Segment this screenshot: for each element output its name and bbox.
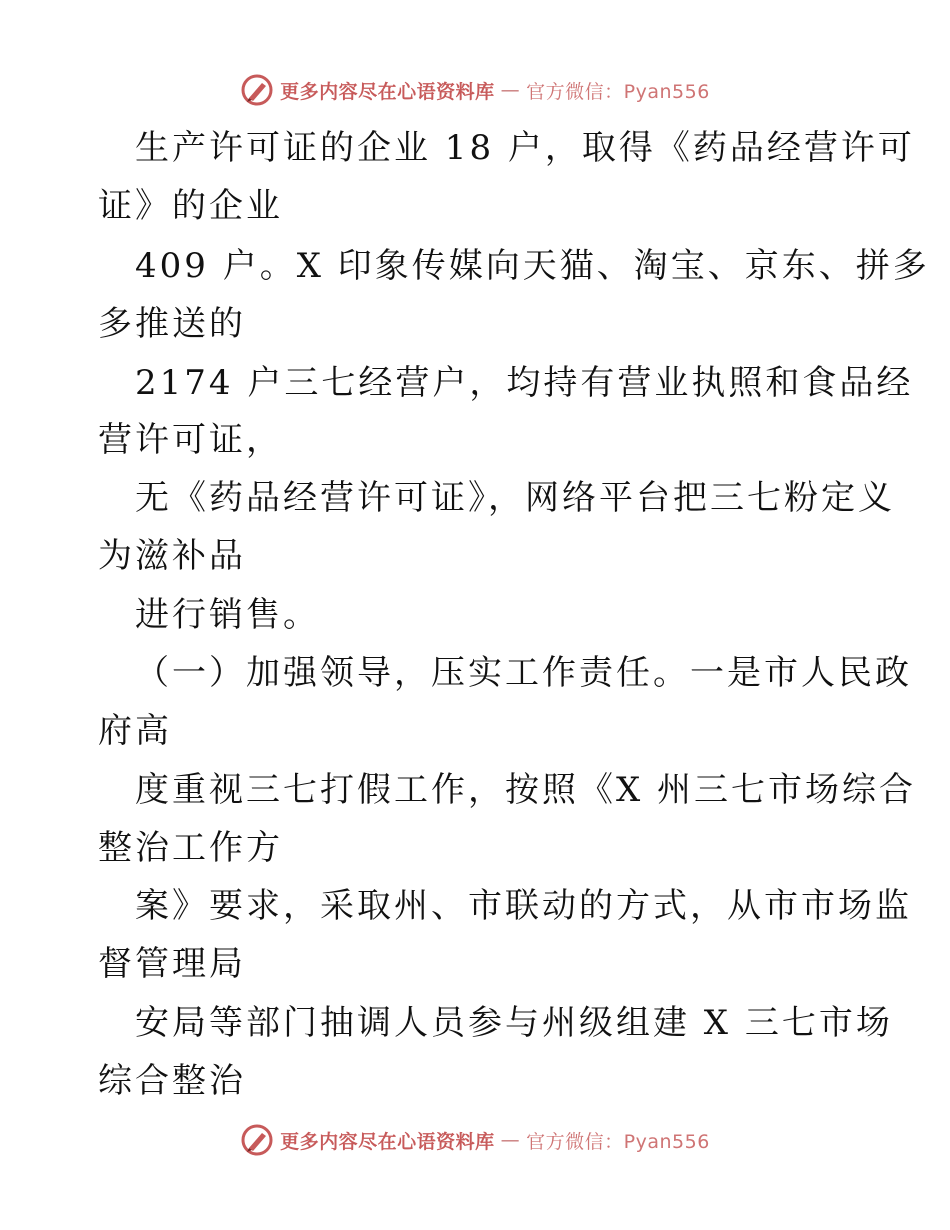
text-line: 进行销售。: [135, 595, 320, 635]
pen-logo-icon: [240, 73, 274, 107]
watermark-brand-text: 更多内容尽在心语资料库: [280, 80, 495, 103]
text-line: 409 户。X 印象传媒向天猫、淘宝、京东、拼多: [135, 246, 930, 286]
text-line: 安局等部门抽调人员参与州级组建 X 三七市场: [135, 1003, 893, 1043]
text-line: 整治工作方: [98, 828, 283, 868]
text-line: 营许可证，: [98, 420, 283, 460]
watermark-contact-text: 官方微信：Pyan556: [526, 1130, 710, 1153]
watermark-contact-text: 官方微信：Pyan556: [526, 80, 710, 103]
watermark-brand-text: 更多内容尽在心语资料库: [280, 1130, 495, 1153]
text-line: 多推送的: [98, 304, 246, 344]
footer-watermark-banner: [0, 1120, 950, 1160]
text-line: 无《药品经营许可证》，网络平台把三七粉定义: [135, 478, 895, 518]
text-line: 为滋补品: [98, 536, 246, 576]
watermark-separator: —: [500, 79, 521, 101]
text-line: 生产许可证的企业 18 户，取得《药品经营许可: [135, 128, 915, 168]
pen-logo-icon: [240, 1123, 274, 1157]
header-watermark-banner: [0, 70, 950, 110]
text-line: 2174 户三七经营户，均持有营业执照和食品经: [135, 363, 914, 403]
watermark-separator: —: [500, 1129, 521, 1151]
text-line: 综合整治: [98, 1061, 246, 1101]
text-line: （一）加强领导，压实工作责任。一是市人民政: [135, 653, 912, 693]
text-line: 度重视三七打假工作，按照《X 州三七市场综合: [135, 770, 917, 810]
text-line: 证》的企业: [98, 186, 283, 226]
text-line: 府高: [98, 711, 172, 751]
text-line: 督管理局: [98, 944, 246, 984]
text-line: 案》要求，采取州、市联动的方式，从市市场监: [135, 886, 912, 926]
